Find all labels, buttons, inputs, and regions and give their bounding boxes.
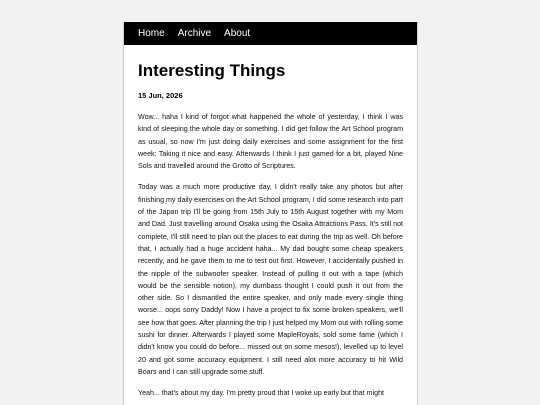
post-date: 15 Jun, 2026	[138, 91, 183, 100]
blog-page	[123, 22, 418, 405]
post-content	[124, 45, 417, 400]
nav-home-link[interactable]: Home	[138, 28, 165, 39]
top-nav	[124, 22, 417, 45]
nav-archive-link[interactable]: Archive	[177, 28, 212, 39]
nav-about-link[interactable]: About	[224, 28, 251, 39]
post-paragraph: Wow... haha I kind of forgot what happened the whole of yesterday, I think I was kind of sleeping the whole day or something. I did get follow the Art School program as usual, so now I'm just doing daily exercises and some assignment for the first week; Taking it nice and easy. Afterwards I think I just gamed for a bit, played Nine Sols and travelled around the Grotto of Scriptures.	[138, 113, 403, 171]
post-paragraph: Today was a much more productive day, I didn't really take any photos but after finishing my daily exercises on the Art School program, I did some research into part of the Japan trip I'll be going from 15th July to 15th August together with my Mom and Dad. Just travelling around Osaka using the Osaka Attractions Pass. It's still not complete, I'll still need to plan out the places to eat during the trip as well. Oh before that, I actually had a huge accident haha... My dad bought some cheap speakers recently, and he gave them to me to test out first. However, I accidentally pushed in the nipple of the subwoofer speaker. Instead of pulling it out with a tape (which would be the sensible notion), my dumbass thought I could push it out from the other side. So I dismantled the entire speaker, and only made every single thing worse... oops sorry Daddy! Now I have a project to fix some broken speakers, we'll see how that goes. After planning the trip I just helped my Mom out with rolling some sushi for dinner. Afterwards I played some MapleRoyals, sold some fame (which I didn't know you could do before... missed out on some mesos!), levelled up to level 20 and got some accuracy equipment. I still need alot more accuracy to hit Wild Boars and I can still upgrade some stuff.	[138, 183, 403, 376]
post-title: Interesting Things	[138, 61, 286, 80]
post-paragraph: Yeah... that's about my day. I'm pretty proud that I woke up early but that might	[138, 389, 385, 398]
